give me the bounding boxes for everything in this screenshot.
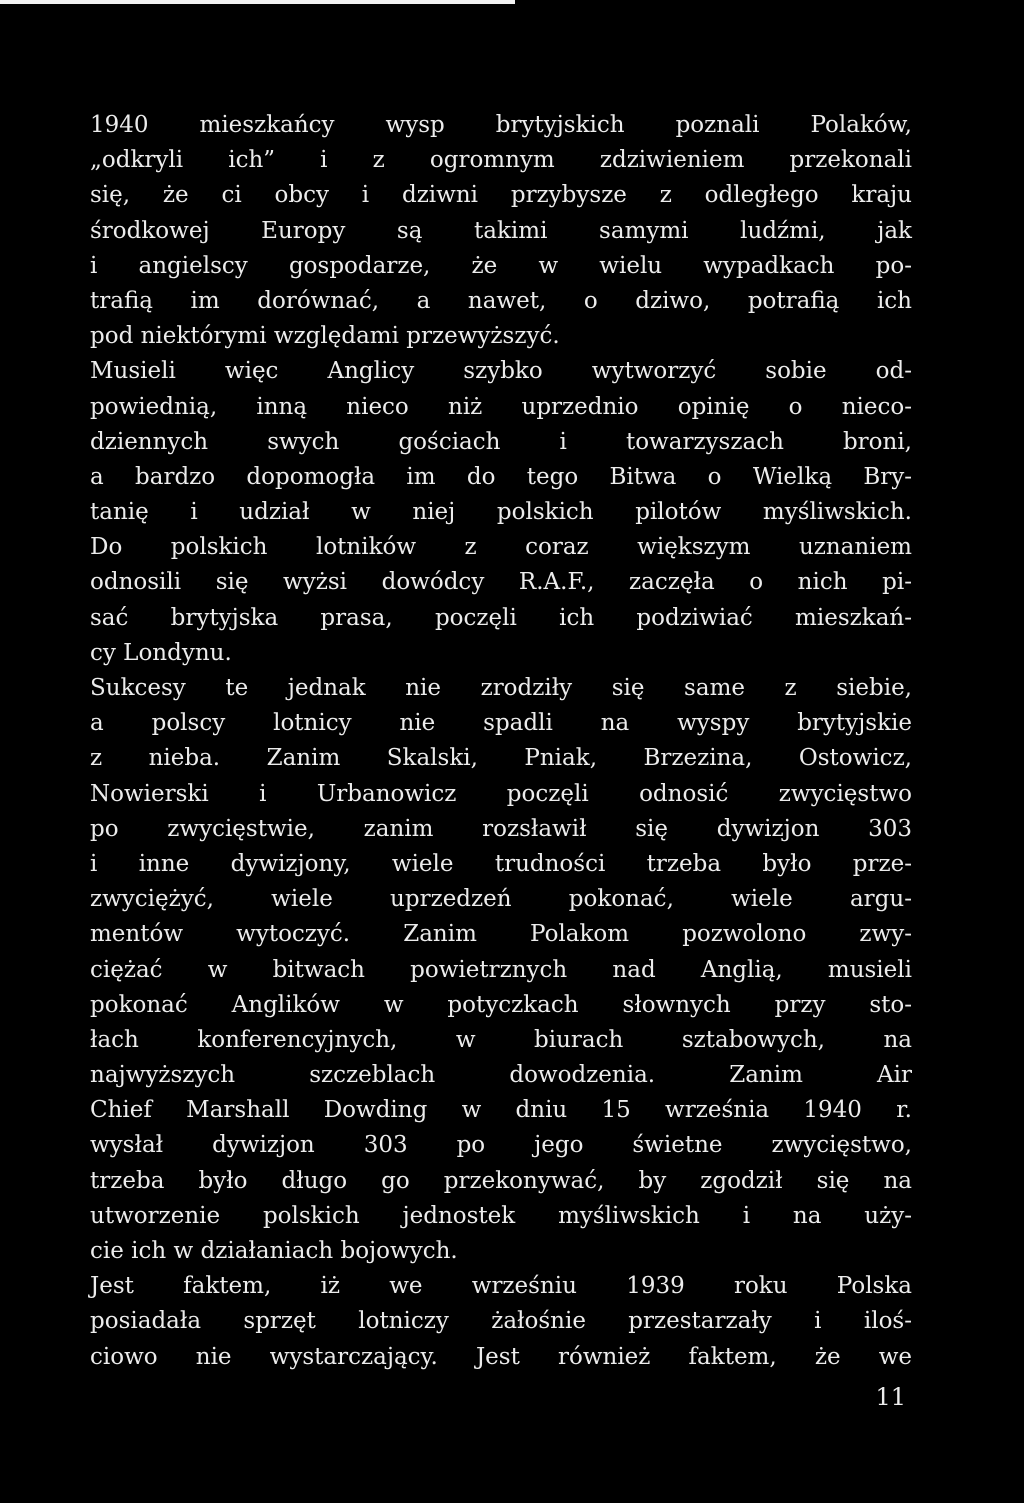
text-line: sać brytyjska prasa, poczęli ich podziwiać mieszkań- [90, 604, 912, 631]
text-line: z nieba. Zanim Skalski, Pniak, Brzezina, Ostowicz, [90, 745, 912, 772]
text-line: ciowo nie wystarczający. Jest również faktem, że we [90, 1343, 912, 1370]
text-line: powiednią, inną nieco niż uprzednio opinię o nieco- [90, 393, 912, 420]
text-line: pokonać Anglików w potyczkach słownych przy sto- [90, 991, 912, 1018]
text-line: Sukcesy te jednak nie zrodziły się same z siebie, [90, 675, 912, 701]
text-line: Chief Marshall Dowding w dniu 15 września 1940 r. [90, 1097, 912, 1124]
text-line: trafią im dorównać, a nawet, o dziwo, potrafią ich [90, 287, 912, 314]
paragraph-end-line: cie ich w działaniach bojowych. [90, 1238, 458, 1264]
text-line: się, że ci obcy i dziwni przybysze z odległego kraju [90, 182, 912, 209]
text-line: odnosili się wyżsi dowódcy R.A.F., zaczęła o nich pi- [90, 569, 912, 596]
text-line: Nowierski i Urbanowicz poczęli odnosić zwycięstwo [90, 780, 912, 807]
text-line: Do polskich lotników z coraz większym uznaniem [90, 534, 912, 561]
text-line: Jest faktem, iż we wrześniu 1939 roku Polska [90, 1273, 912, 1300]
paragraph-end-line: cy Londynu. [90, 639, 232, 666]
text-line: zwyciężyć, wiele uprzedzeń pokonać, wiele argu- [90, 886, 912, 913]
text-line: Musieli więc Anglicy szybko wytworzyć sobie od- [90, 358, 912, 385]
text-line: a polscy lotnicy nie spadli na wyspy brytyjskie [90, 710, 912, 737]
text-line: 1940 mieszkańcy wysp brytyjskich poznali Polaków, [90, 112, 912, 138]
text-line: a bardzo dopomogła im do tego Bitwa o Wielką Bry- [90, 463, 912, 490]
text-line: trzeba było długo go przekonywać, by zgodził się na [90, 1167, 912, 1194]
top-rule [0, 0, 515, 4]
text-line: posiadała sprzęt lotniczy żałośnie przestarzały i iloś- [90, 1308, 912, 1335]
text-line: po zwycięstwie, zanim rozsławił się dywizjon 303 [90, 815, 912, 842]
text-line: mentów wytoczyć. Zanim Polakom pozwolono zwy- [90, 921, 912, 948]
text-line: „odkryli ich” i z ogromnym zdziwieniem przekonali [90, 147, 912, 174]
text-line: środkowej Europy są takimi samymi ludźmi, jak [90, 217, 912, 244]
text-line: i inne dywizjony, wiele trudności trzeba było prze- [90, 850, 912, 877]
text-line: dziennych swych gościach i towarzyszach broni, [90, 428, 912, 455]
paragraph-end-line: pod niektórymi względami przewyższyć. [90, 323, 560, 350]
text-line: i angielscy gospodarze, że w wielu wypadkach po- [90, 252, 912, 279]
text-line: łach konferencyjnych, w biurach sztabowych, na [90, 1026, 912, 1053]
text-line: najwyższych szczeblach dowodzenia. Zanim Air [90, 1062, 912, 1089]
text-line: ciężać w bitwach powietrznych nad Anglią, musieli [90, 956, 912, 983]
text-line: tanię i udział w niej polskich pilotów myśliwskich. [90, 499, 912, 526]
text-line: wysłał dywizjon 303 po jego świetne zwycięstwo, [90, 1132, 912, 1159]
text-line: utworzenie polskich jednostek myśliwskich i na uży- [90, 1202, 912, 1229]
body-text [90, 108, 912, 1375]
page-number: 11 [875, 1383, 906, 1411]
